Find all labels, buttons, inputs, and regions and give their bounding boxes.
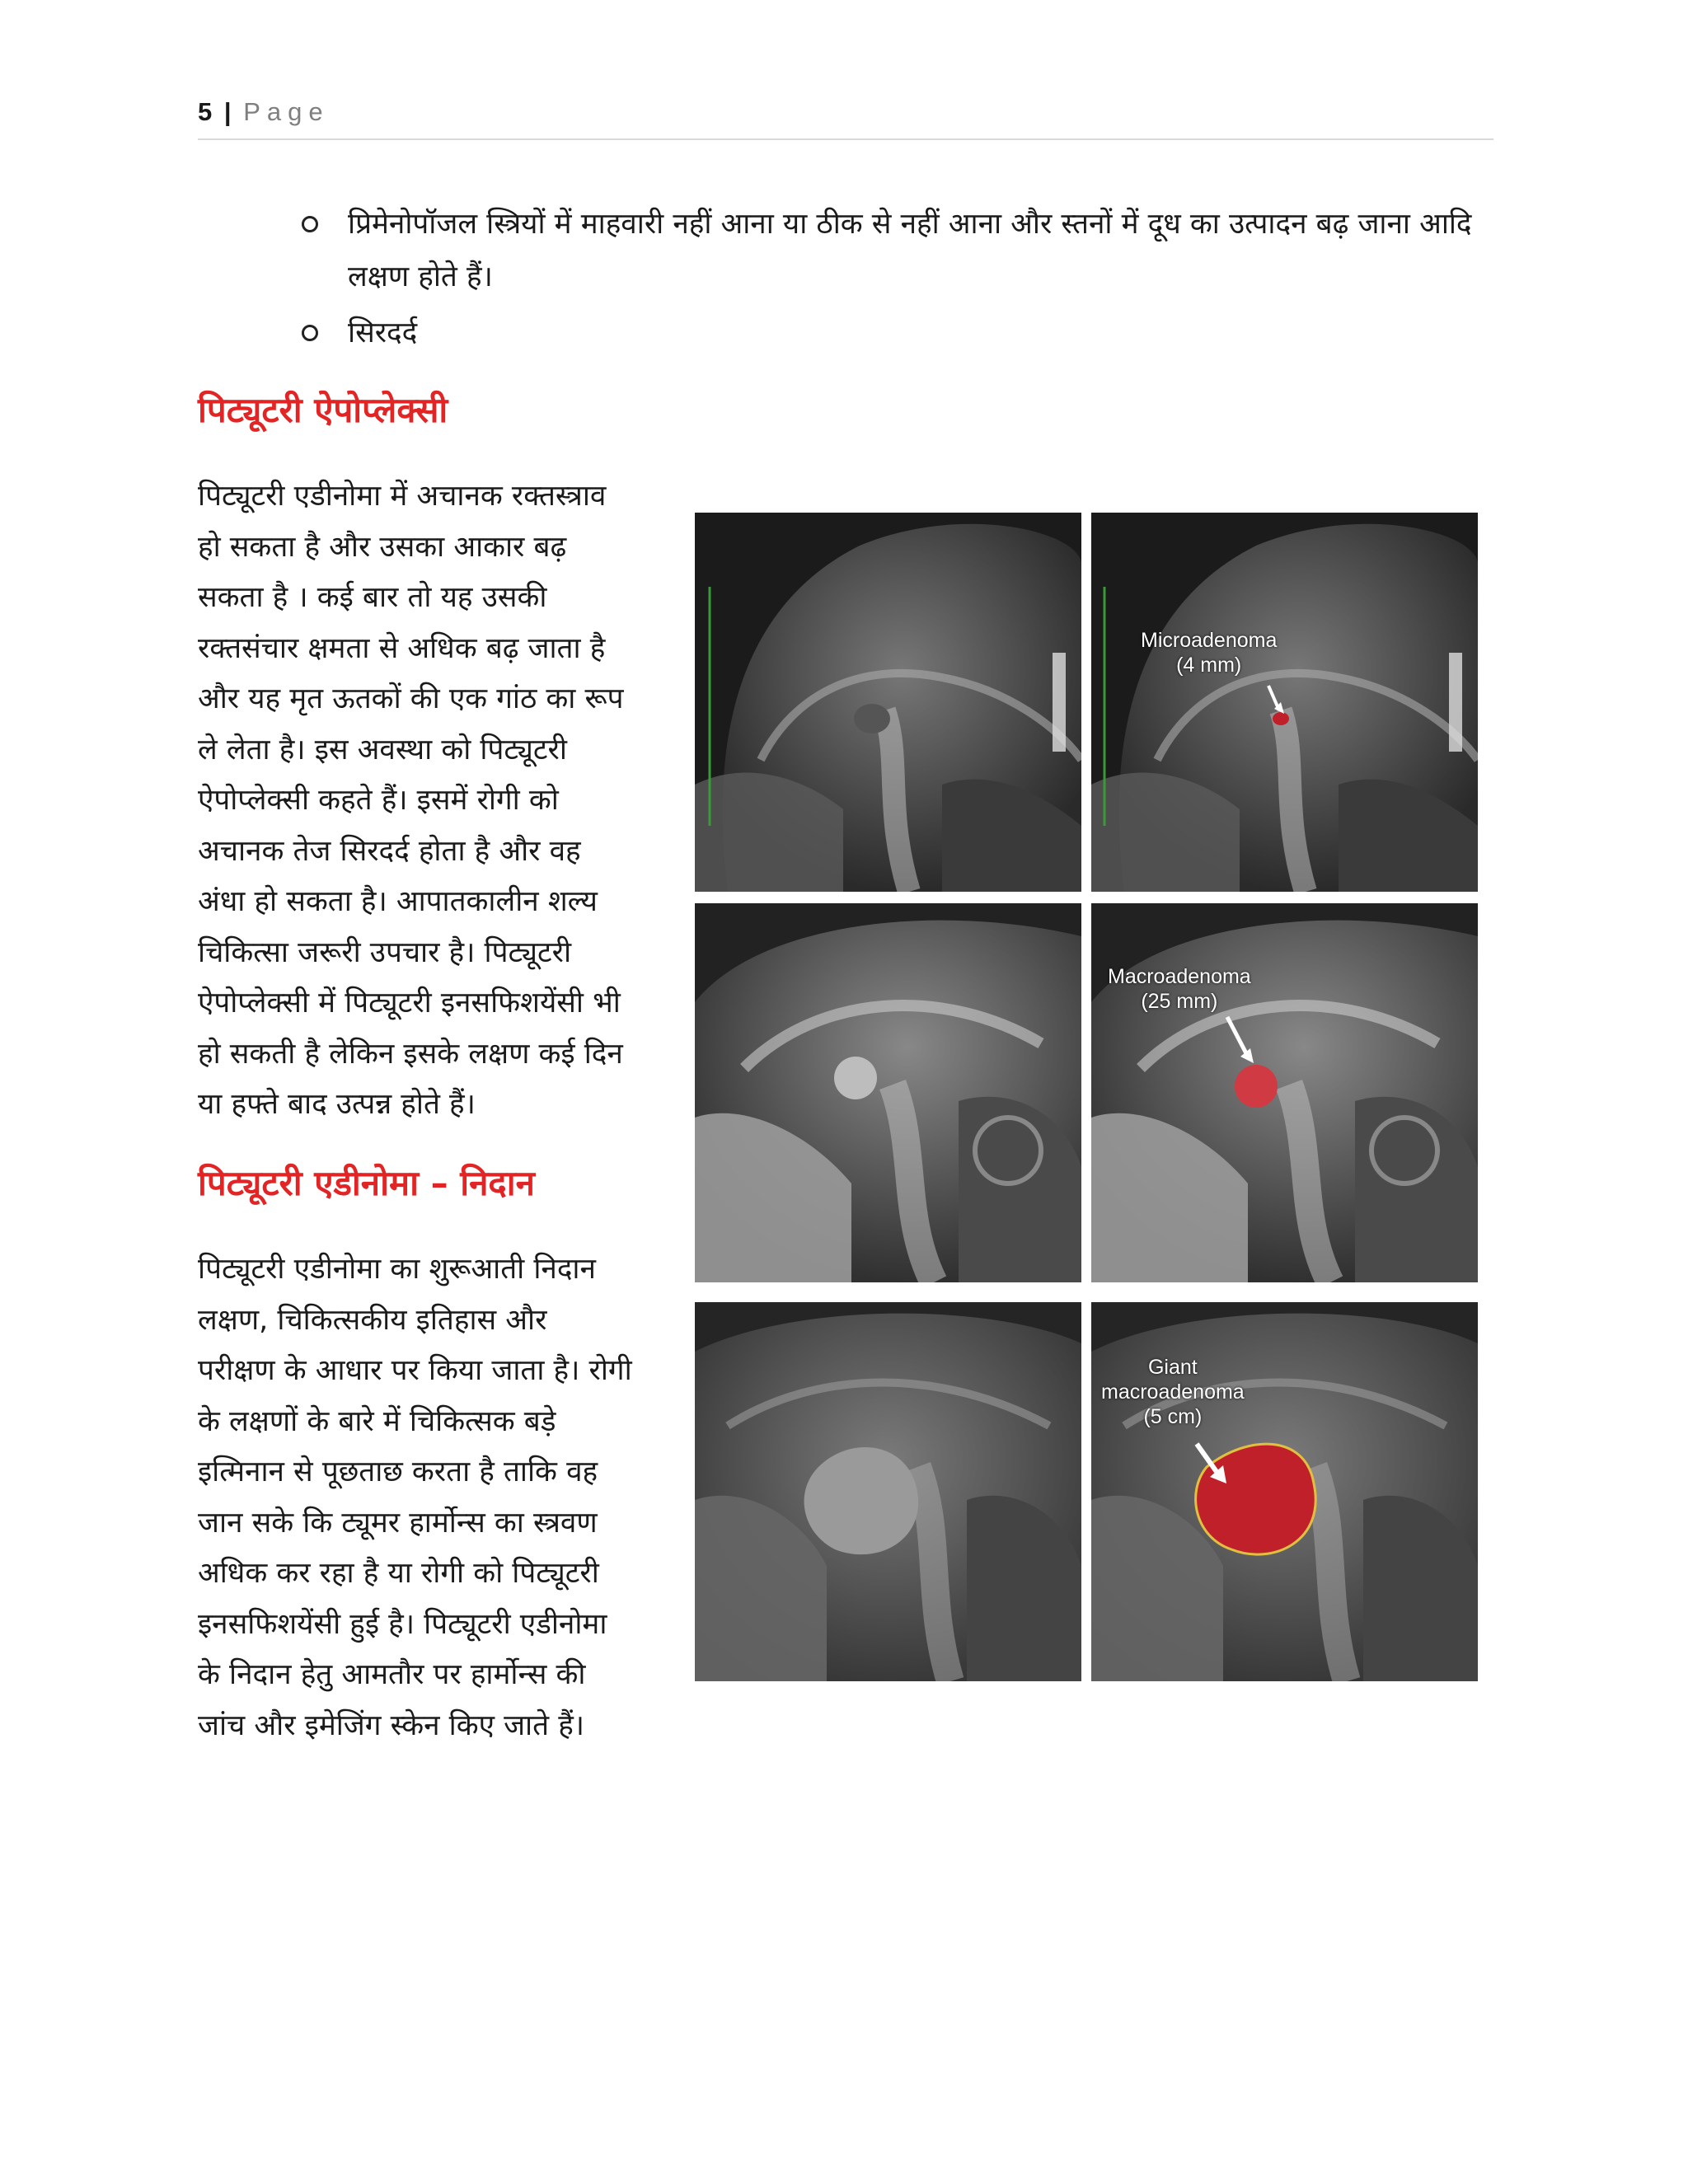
label-line: macroadenoma [1101,1380,1245,1404]
text-line: इत्मिनान से पूछताछ करता है ताकि वह [198,1455,598,1488]
bullet-list [297,198,1500,363]
paragraph-diagnosis [198,1244,676,1751]
macroadenoma-label [1108,964,1251,1014]
mri-scan-normal-sagittal [695,513,1081,892]
text-line: चिकित्सा जरूरी उपचार है। पिट्यूटरी [198,935,572,969]
text-line: ऐपोप्लेक्सी कहते हैं। इसमें रोगी को [198,784,559,817]
label-line: (25 mm) [1141,990,1218,1013]
text-line: हो सकता है और उसका आकार बढ़ [198,530,567,564]
bullet-text: सिरदर्द [348,316,418,349]
text-line: के निदान हेतु आमतौर पर हार्मोन्स की [198,1658,586,1691]
macroadenoma-marker [1235,1065,1278,1108]
microadenoma-marker [1273,712,1289,725]
header-separator: | [223,97,232,126]
text-line: इनसफिशयेंसी हुई है। पिट्यूटरी एडीनोमा [198,1607,607,1641]
page-number: 5 [198,97,213,126]
page-label: Page [243,97,330,126]
list-item [297,198,1500,303]
microadenoma-label [1141,628,1277,677]
mri-scan-macroadenoma [1091,903,1478,1282]
section-heading-diagnosis: पिट्यूटरी एडीनोमा – निदान [198,1163,535,1203]
mri-scan-microadenoma [1091,513,1478,892]
text-line: अचानक तेज सिरदर्द होता है और वह [198,834,581,868]
section-heading-apoplexy: पिट्यूटरी ऐपोप्लेक्सी [198,390,448,430]
text-line: अंधा हो सकता है। आपातकालीन शल्य [198,885,598,918]
text-line: रक्तसंचार क्षमता से अधिक बढ़ जाता है [198,631,606,665]
mri-scan-macro-plain [695,903,1081,1282]
text-line: पिट्यूटरी एडीनोमा का शुरूआती निदान [198,1253,596,1286]
text-line: हो सकती है लेकिन इसके लक्षण कई दिन [198,1037,623,1071]
bullet-text: प्रिमेनोपॉजल स्त्रियों में माहवारी नहीं आना या ठीक से नहीं आना और स्तनों में दूध का उत्पादन बढ़ जाना आदि लक्षण होते हैं। [348,208,1472,293]
text-line: के लक्षणों के बारे में चिकित्सक बड़े [198,1404,556,1438]
text-line: अधिक कर रहा है या रोगी को पिट्यूटरी [198,1557,599,1590]
label-line: (5 cm) [1143,1405,1203,1428]
text-line: सकता है । कई बार तो यह उसकी [198,581,547,614]
text-line: लक्षण, चिकित्सकीय इतिहास और [198,1303,547,1337]
text-line: ऐपोप्लेक्सी में पिट्यूटरी इनसफिशयेंसी भी [198,987,621,1019]
page-header [198,97,1493,140]
circle-bullet-icon [302,325,318,341]
label-line: Microadenoma [1141,629,1278,652]
text-line: और यह मृत ऊतकों की एक गांठ का रूप [198,682,624,715]
text-line: ले लेता है। इस अवस्था को पिट्यूटरी [198,733,567,766]
giant-macroadenoma-marker [1196,1444,1316,1554]
list-item [297,307,1500,359]
text-line: पिट्यूटरी एडीनोमा में अचानक रक्तस्त्राव [198,480,607,513]
text-line: परीक्षण के आधार पर किया जाता है। रोगी [198,1354,632,1387]
mri-figure [695,513,1478,1681]
text-line: जांच और इमेजिंग स्केन किए जाते हैं। [198,1708,585,1742]
mri-scan-giant-plain [695,1302,1081,1681]
label-line: (4 mm) [1176,654,1242,677]
label-line: Macroadenoma [1108,965,1251,988]
circle-bullet-icon [302,216,318,232]
mri-scan-giant-macroadenoma [1091,1302,1478,1681]
text-line: या हफ्ते बाद उत्पन्न होते हैं। [198,1088,476,1121]
label-line: Giant [1147,1356,1198,1379]
text-line: जान सके कि ट्यूमर हार्मोन्स का स्त्रवण [198,1506,598,1540]
paragraph-apoplexy [198,471,676,1131]
giant-macroadenoma-label [1101,1355,1245,1429]
